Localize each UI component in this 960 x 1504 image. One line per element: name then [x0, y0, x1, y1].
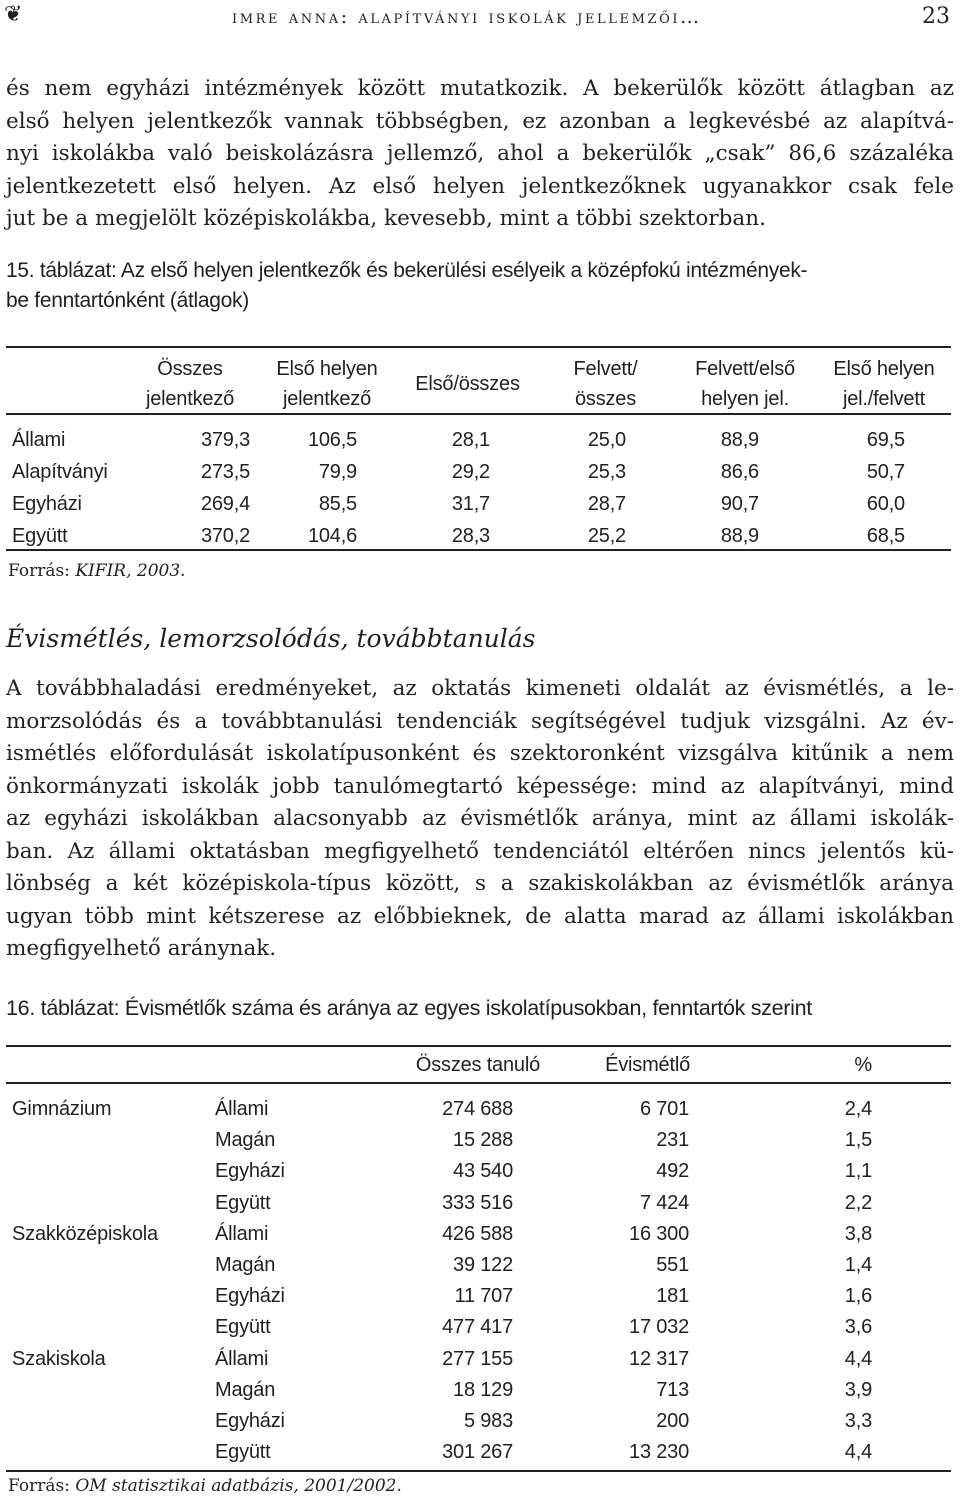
table-cell: 79,9	[318, 461, 357, 483]
owner-label: Együtt	[215, 1192, 271, 1214]
table-cell: 274 688	[442, 1098, 513, 1120]
table-cell: 13 230	[629, 1441, 689, 1463]
table-cell: 2,2	[844, 1192, 872, 1214]
table-cell: 3,3	[844, 1410, 872, 1432]
table-cell: 200	[656, 1410, 689, 1432]
table-cell: 277 155	[442, 1348, 513, 1370]
table-cell: 43 540	[453, 1160, 513, 1182]
row-label: Alapítványi	[12, 461, 108, 483]
text-line: megfigyelhető aránynak.	[6, 936, 277, 961]
table-cell: 269,4	[200, 493, 250, 515]
table-cell: 301 267	[442, 1441, 513, 1463]
table-cell: 69,5	[866, 429, 905, 451]
col-header: Első helyen jelentkező	[276, 358, 378, 410]
text-line: önkormányzati iskolák jobb tanulómegtartó képessége: mind az alapítványi, mind	[6, 773, 954, 799]
text-line: az egyházi iskolákban alacsonyabb az évismétlők aránya, mint az állami iskolák-	[6, 806, 954, 831]
caption-line: 15. táblázat: Az első helyen jelentkezők és bekerülési esélyeik a középfokú intézmények-	[6, 259, 808, 282]
table-cell: 104,6	[307, 525, 357, 547]
table-cell: 5 983	[463, 1410, 513, 1432]
school-type-label: Szakközépiskola	[12, 1223, 158, 1245]
school-type-label: Szakiskola	[12, 1348, 106, 1370]
table-cell: 181	[656, 1285, 689, 1307]
table-cell: 25,2	[587, 525, 626, 547]
col-header: Évismétlő	[605, 1054, 690, 1076]
owner-label: Egyházi	[215, 1410, 285, 1432]
table-bottom-rule	[6, 1470, 951, 1472]
table-cell: 477 417	[442, 1316, 513, 1338]
text-line: A továbbhaladási eredményeket, az oktatás kimeneti oldalát az évismétlés, a le-	[6, 676, 954, 701]
table-cell: 231	[656, 1129, 689, 1151]
row-label: Egyházi	[12, 493, 82, 515]
table-cell: 28,7	[587, 493, 626, 515]
owner-label: Magán	[215, 1379, 276, 1401]
table-cell: 333 516	[442, 1192, 513, 1214]
row-label: Állami	[12, 429, 66, 451]
caption-line: be fenntartónként (átlagok)	[6, 289, 249, 312]
table-cell: 3,6	[844, 1316, 872, 1338]
table-bottom-rule	[6, 549, 951, 551]
table-cell: 17 032	[629, 1316, 689, 1338]
owner-label: Együtt	[215, 1316, 271, 1338]
text-line: ismétlés előfordulását iskolatípusonként és szektoronként vizsgálva kitűnik a nem	[6, 741, 954, 766]
table-cell: 88,9	[720, 429, 759, 451]
owner-label: Együtt	[215, 1441, 271, 1463]
table-cell: 68,5	[866, 525, 905, 547]
text-line: morzsolódás és a továbbtanulási tendenciák segítségével tudjuk vizsgálni. Az év-	[6, 708, 954, 734]
table-cell: 426 588	[442, 1223, 513, 1245]
running-title: imre anna: alapítványi iskolák jellemzői…	[232, 6, 702, 28]
owner-label: Egyházi	[215, 1285, 285, 1307]
owner-label: Állami	[215, 1348, 269, 1370]
text-line: ugyan több mint kétszerese az előbbieknek, de alatta marad az állami iskolákban	[6, 903, 954, 929]
table-cell: 379,3	[200, 429, 250, 451]
table-header-rule	[6, 1082, 951, 1084]
col-header: %	[854, 1054, 872, 1076]
table-cell: 90,7	[720, 493, 759, 515]
table-cell: 1,4	[844, 1254, 872, 1276]
table-cell: 39 122	[453, 1254, 513, 1276]
table-cell: 3,9	[844, 1379, 872, 1401]
col-header: Első/összes	[415, 373, 520, 395]
table-16-caption: 16. táblázat: Évismétlők száma és aránya az egyes iskolatípusokban, fenntartók szerint	[6, 996, 812, 1020]
table-cell: 6 701	[639, 1098, 689, 1120]
table-cell: 7 424	[639, 1192, 689, 1214]
owner-label: Magán	[215, 1254, 276, 1276]
table-cell: 1,1	[844, 1160, 872, 1182]
table-cell: 85,5	[318, 493, 357, 515]
col-header: Felvett/ összes	[573, 358, 638, 410]
text-line: és nem egyházi intézmények között mutatkozik. A bekerülők között átlagban az	[6, 76, 954, 101]
table-cell: 29,2	[451, 461, 490, 483]
owner-label: Magán	[215, 1129, 276, 1151]
table-cell: 2,4	[844, 1098, 872, 1120]
table-cell: 11 707	[454, 1285, 513, 1307]
table-cell: 16 300	[629, 1223, 689, 1245]
table-cell: 1,6	[844, 1285, 872, 1307]
col-header: Összes jelentkező	[145, 358, 235, 410]
table-cell: 106,5	[307, 429, 357, 451]
paragraph-2	[6, 673, 954, 966]
table-cell: 25,3	[587, 461, 626, 483]
table-cell: 713	[656, 1379, 689, 1401]
table-cell: 60,0	[866, 493, 905, 515]
table-cell: 15 288	[453, 1129, 513, 1151]
table-cell: 88,9	[720, 525, 759, 547]
table-cell: 50,7	[866, 461, 905, 483]
table-15-source: Forrás: KIFIR, 2003.	[8, 561, 186, 581]
table-cell: 4,4	[844, 1441, 872, 1463]
table-cell: 28,3	[451, 525, 490, 547]
text-line: ban. Az állami oktatásban megfigyelhető tendenciától eltérően nincs jelentős kü-	[6, 838, 954, 864]
table-cell: 492	[656, 1160, 689, 1182]
table-16-source: Forrás: OM statisztikai adatbázis, 2001/2002.	[8, 1476, 402, 1496]
table-cell: 551	[656, 1254, 689, 1276]
table-cell: 86,6	[720, 461, 759, 483]
text-line: első helyen jelentkezők vannak többségben, ez azonban a legkevésbé az alapítvá-	[6, 108, 954, 134]
table-cell: 3,8	[844, 1223, 872, 1245]
table-cell: 25,0	[587, 429, 626, 451]
table-cell: 1,5	[844, 1129, 872, 1151]
col-header: Összes tanuló	[415, 1054, 540, 1076]
table-cell: 28,1	[451, 429, 490, 451]
owner-label: Állami	[215, 1098, 269, 1120]
col-header: Felvett/első helyen jel.	[695, 358, 795, 410]
text-line: nyi iskolákba való beiskolázásra jellemző, ahol a bekerülők „csak” 86,6 százaléka	[6, 141, 954, 166]
leaf-icon: ❦	[4, 2, 23, 27]
text-line: jut be a megjelölt középiskolákba, kevesebb, mint a többi szektorban.	[6, 206, 766, 231]
school-type-label: Gimnázium	[12, 1098, 112, 1120]
table-cell: 31,7	[451, 493, 490, 515]
table-header-rule	[6, 413, 951, 415]
page-number: 23	[922, 4, 950, 29]
table-cell: 4,4	[844, 1348, 872, 1370]
section-title: Évismétlés, lemorzsolódás, továbbtanulás	[6, 624, 536, 653]
table-cell: 12 317	[629, 1348, 689, 1370]
table-cell: 273,5	[200, 461, 250, 483]
col-header: Első helyen jel./felvett	[833, 358, 935, 410]
row-label: Együtt	[12, 525, 68, 547]
table-cell: 18 129	[453, 1379, 513, 1401]
owner-label: Állami	[215, 1223, 269, 1245]
text-line: lönbség a két középiskola-típus között, s a szakiskolákban az évismétlők aránya	[6, 871, 954, 896]
table-top-rule	[6, 1045, 951, 1047]
text-line: jelentkezetett első helyen. Az első helyen jelentkezőknek ugyanakkor csak fele	[6, 173, 954, 199]
table-cell: 370,2	[200, 525, 250, 547]
owner-label: Egyházi	[215, 1160, 285, 1182]
